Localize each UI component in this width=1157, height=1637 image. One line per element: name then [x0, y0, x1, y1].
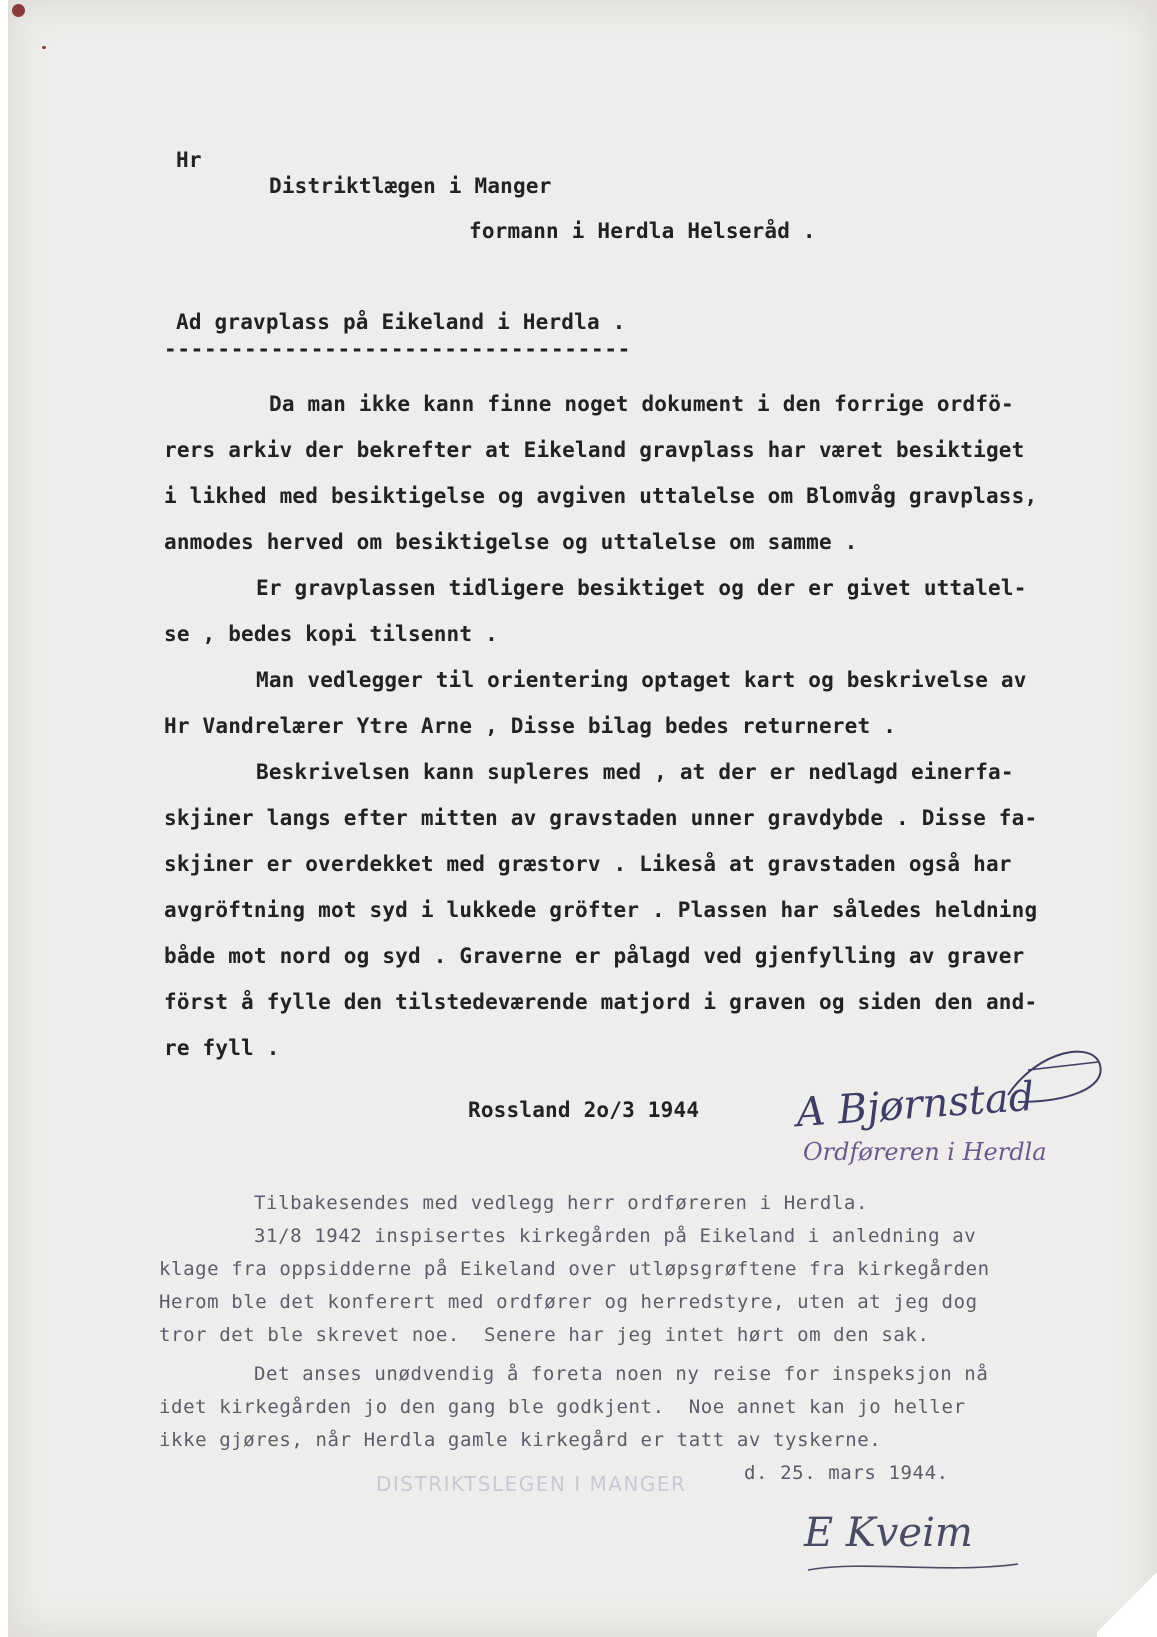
subject-line: Ad gravplass på Eikeland i Herdla . [176, 310, 626, 334]
body-line: avgröftning mot syd i lukkede gröfter . Plassen har således heldning [164, 898, 1038, 922]
reply-line: Herom ble det konferert med ordfører og herredstyre, uten at jeg dog [159, 1291, 978, 1313]
torn-corner [1097, 1567, 1157, 1637]
body-line: Beskrivelsen kann supleres med , at der er nedlagd einerfa- [256, 760, 1014, 784]
ink-speck [12, 4, 25, 17]
body-line: skjiner langs efter mitten av gravstaden unner gravdybde . Disse fa- [164, 806, 1038, 830]
reply-line: klage fra oppsidderne på Eikeland over utløpsgrøftene fra kirkegården [159, 1258, 990, 1280]
body-line: se , bedes kopi tilsennt . [164, 622, 498, 646]
recipient-title: formann i Herdla Helseråd . [469, 219, 816, 243]
reply-line: tror det ble skrevet noe. Senere har jeg intet hørt om den sak. [159, 1324, 930, 1346]
body-line: både mot nord og syd . Graverne er pålagd ved gjenfylling av graver [164, 944, 1025, 968]
body-line: rers arkiv der bekrefter at Eikeland gravplass har været besiktiget [164, 438, 1025, 462]
body-line: först å fylle den tilstedeværende matjord i graven og siden den and- [164, 990, 1038, 1014]
subject-underline: ----------------------------------- [164, 337, 632, 361]
signature-kveim: E Kveim [804, 1510, 973, 1556]
body-line: anmodes herved om besiktigelse og uttalelse om samme . [164, 530, 858, 554]
reply-date: d. 25. mars 1944. [744, 1462, 949, 1484]
body-line: skjiner er overdekket med græstorv . Likeså at gravstaden også har [164, 852, 1012, 876]
body-line: re fyll . [164, 1036, 280, 1060]
distriktslegen-stamp: DISTRIKTSLEGEN I MANGER [376, 1472, 687, 1496]
body-line: i likhed med besiktigelse og avgiven uttalelse om Blomvåg gravplass, [164, 484, 1038, 508]
ink-speck [42, 46, 46, 49]
place-date: Rossland 2o/3 1944 [468, 1098, 700, 1122]
letter-page [8, 0, 1157, 1637]
recipient-name: Distriktlægen i Manger [269, 174, 552, 198]
salutation: Hr [176, 148, 202, 172]
body-line: Man vedlegger til orientering optaget kart og beskrivelse av [256, 668, 1027, 692]
body-line: Er gravplassen tidligere besiktiget og der er givet uttalel- [256, 576, 1027, 600]
signature-flourish [998, 1040, 1108, 1110]
ordforer-stamp: Ordføreren i Herdla [803, 1138, 1047, 1166]
body-line: Da man ikke kann finne noget dokument i den forrige ordfö- [269, 392, 1014, 416]
signature-underline [803, 1540, 1023, 1580]
signature-bjornstad: A Bjørnstad [794, 1073, 1036, 1137]
reply-line: idet kirkegården jo den gang ble godkjent. Noe annet kan jo heller [159, 1396, 966, 1418]
reply-line: ikke gjøres, når Herdla gamle kirkegård er tatt av tyskerne. [159, 1429, 882, 1451]
reply-line: Tilbakesendes med vedlegg herr ordføreren i Herdla. [254, 1192, 868, 1214]
reply-line: 31/8 1942 inspisertes kirkegården på Eikeland i anledning av [254, 1225, 977, 1247]
body-line: Hr Vandrelærer Ytre Arne , Disse bilag bedes returneret . [164, 714, 897, 738]
reply-line: Det anses unødvendig å foreta noen ny reise for inspeksjon nå [254, 1363, 989, 1385]
